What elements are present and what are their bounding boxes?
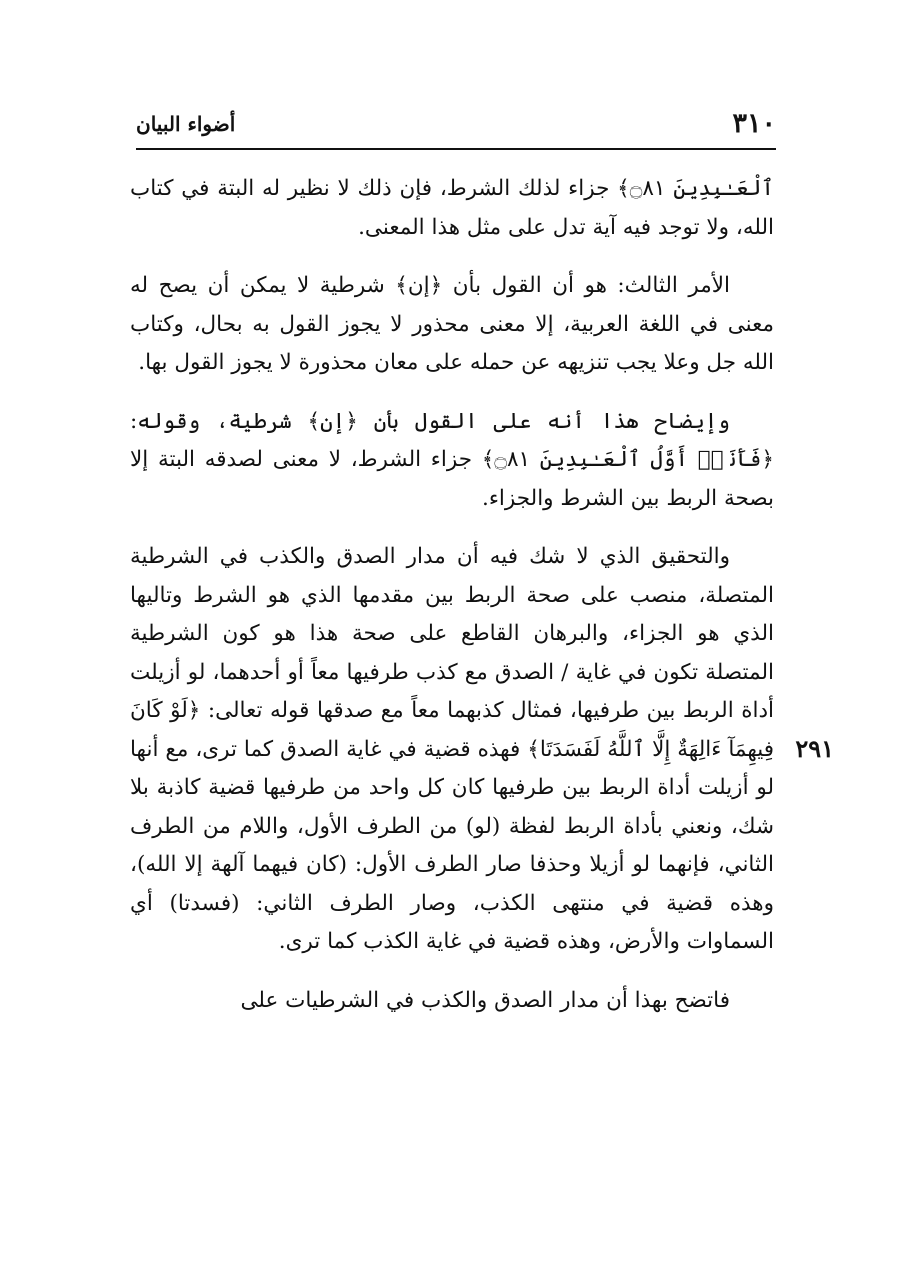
page-header xyxy=(136,108,776,144)
paragraph-2: الأمر الثالث: هو أن القول بأن ﴿إن﴾ شرطية لا يمكن أن يصح له معنى في اللغة العربية، إلا معنى محذور لا يجوز القول به بحال، وكتاب الله جل وعلا يجب تنزيهه عن حمله على معان محذورة لا يجوز القول بها. xyxy=(130,273,774,375)
paragraph-4: والتحقيق الذي لا شك فيه أن مدار الصدق والكذب في الشرطية المتصلة، منصب على صحة الربط بين مقدمها الذي هو الشرط وتاليها الذي هو الجزاء، والبرهان القاطع على صحة هذا هو كون الشرطية المتصلة تكون في غاية / الصدق مع كذب طرفيها معاً أو أحدهما، لو أزيلت أداة الربط بين طرفيها، فمثال كذبهما معاً مع صدقها قوله تعالى: ﴿لَوْ كَانَ فِيهِمَآ ءَالِهَةٌ إِلَّا ٱللَّهُ لَفَسَدَتَا﴾ فهذه قضية في غاية الصدق كما ترى، مع أنها لو أزيلت أداة الربط بين طرفيها كان كل واحد من طرفيها قضية كاذبة بلا شك، ونعني بأداة الربط لفظة (لو) من الطرف الأول، واللام من الطرف الثاني، فإنهما لو أزيلا وحذفا صار الطرف الأول: (كان فيهما آلهة إلا الله)، وهذه قضية في منتهى الكذب، وصار الطرف الثاني: (فسدتا) أي السماوات والأرض، وهذه قضية في غاية الكذب كما ترى. xyxy=(130,544,774,954)
body-text xyxy=(130,170,774,1020)
margin-page-reference: ٢٩١ xyxy=(795,734,834,763)
paragraph-3: وإيضاح هذا أنه على القول بأن ﴿إن﴾ شرطية، وقوله: ﴿فَأَنَا۠ أَوَّلُ ٱلْعَـٰبِدِينَ ۝٨١﴾ جزاء الشرط، لا معنى لصدقه البتة إلا بصحة الربط بين الشرط والجزاء. xyxy=(130,408,774,511)
page-number: ٣١٠ xyxy=(732,108,776,139)
header-divider xyxy=(136,148,776,150)
paragraph-1: ٱلْعَـٰبِدِينَ ۝٨١﴾ جزاء لذلك الشرط، فإن ذلك لا نظير له البتة في كتاب الله، ولا توجد فيه آية تدل على مثل هذا المعنى. xyxy=(130,176,774,240)
paragraph-5: فاتضح بهذا أن مدار الصدق والكذب في الشرطيات على xyxy=(240,987,730,1013)
book-title: أضواء البيان xyxy=(136,112,236,136)
